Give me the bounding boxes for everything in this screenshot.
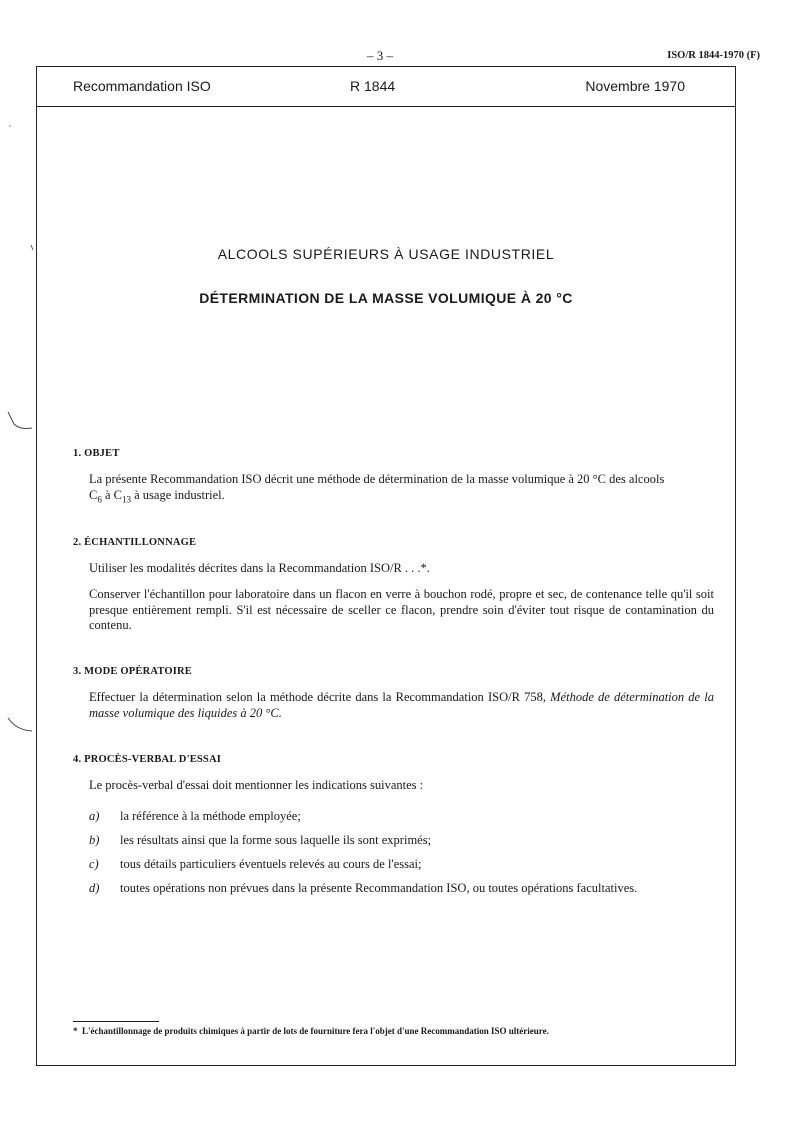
list-item [89, 809, 714, 824]
list-item [89, 881, 714, 896]
list-item-label: c) [89, 857, 99, 871]
header-date: Novembre 1970 [585, 78, 685, 94]
list-item-label: b) [89, 833, 100, 847]
footnote-text: L'échantillonnage de produits chimiques à partir de lots de fourniture fera l'objet d'une Recommandation ISO ultérieure. [82, 1026, 549, 1036]
formula-c13: $C_{13}$ [113, 487, 131, 504]
section-2-paragraph-1: Utiliser les modalités décrites dans la Recommandation ISO/R . . .*. [89, 561, 430, 575]
list-item-text: la référence à la méthode employée; [120, 809, 301, 823]
document-reference: ISO/R 1844-1970 (F) [667, 50, 760, 61]
header-recommendation: Recommandation ISO [73, 78, 211, 94]
binding-marks [0, 0, 36, 1122]
page-number: – 3 – [367, 48, 393, 63]
section-3-text [89, 690, 714, 721]
list-item-text: toutes opérations non prévues dans la présente Recommandation ISO, ou toutes opérations facultatives. [120, 881, 638, 895]
formula-a: à [104, 487, 111, 502]
formula-c6: $C_6$ [89, 487, 102, 504]
section-1-text-a: La présente Recommandation ISO décrit une méthode de détermination de la masse volumique à 20 °C des alcools [89, 472, 665, 486]
section-1-heading: 1. OBJET [73, 448, 120, 459]
header-divider [37, 106, 735, 107]
document-title: ALCOOLS SUPÉRIEURS À USAGE INDUSTRIEL [217, 246, 555, 262]
list-item-text: les résultats ainsi que la forme sous laquelle ils sont exprimés; [120, 833, 432, 847]
list-item [89, 833, 714, 848]
section-3-heading: 3. MODE OPÉRATOIRE [73, 666, 193, 677]
footnote-divider [73, 1021, 159, 1022]
list-item-text: tous détails particuliers éventuels relevés au cours de l'essai; [120, 857, 422, 871]
section-4-heading: 4. PROCÈS-VERBAL D'ESSAI [73, 754, 222, 765]
section-1-text [89, 472, 714, 508]
section-3-text-plain: Effectuer la détermination selon la méthode décrite dans la Recommandation ISO/R 758, [89, 690, 546, 704]
footnote [73, 1026, 713, 1036]
document-subtitle: DÉTERMINATION DE LA MASSE VOLUMIQUE À 20 °C [199, 290, 573, 306]
section-2-paragraph-2: Conserver l'échantillon pour laboratoire dans un flacon en verre à bouchon rodé, propre et sec, de contenance telle qu'il soit presque entièrement rempli. S'il est nécessaire de sceller ce flacon, prendre soin d'éviter tout risque de contamination du contenu. [89, 587, 714, 632]
section-1-text-b: à usage industriel. [134, 487, 225, 502]
section-3-text-italic: Méthode de détermination de la masse volumique des liquides à 20 °C. [89, 690, 715, 720]
list-item [89, 857, 714, 872]
section-4-intro: Le procès-verbal d'essai doit mentionner les indications suivantes : [89, 778, 424, 792]
footnote-marker: * [73, 1026, 78, 1036]
list-item-label: a) [89, 809, 100, 823]
list-item-label: d) [89, 881, 100, 895]
section-2-heading: 2. ÉCHANTILLONNAGE [73, 537, 197, 548]
header-number: R 1844 [350, 78, 396, 94]
